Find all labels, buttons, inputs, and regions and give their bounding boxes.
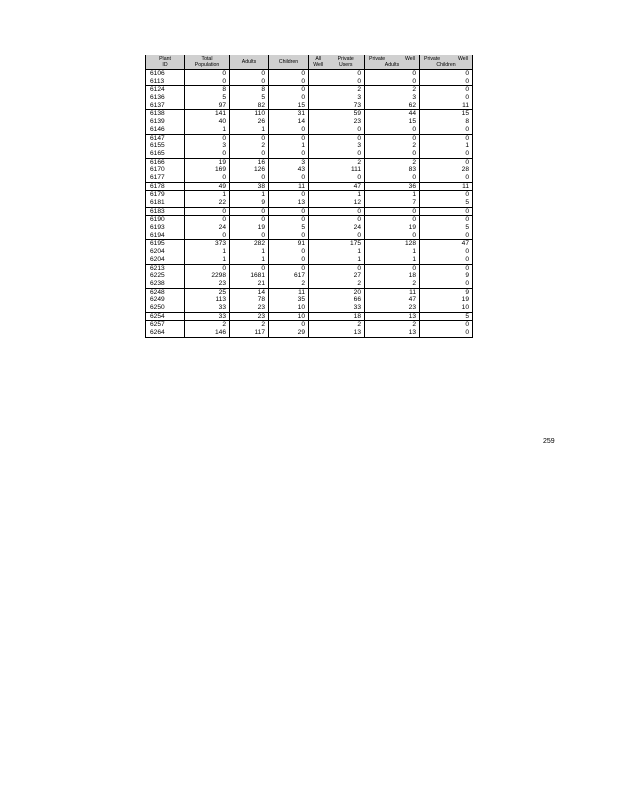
cell-private-well-children: 9 [420, 272, 473, 280]
cell-children: 0 [269, 134, 309, 142]
cell-children: 0 [269, 321, 309, 329]
cell-private-well-children: 0 [420, 232, 473, 240]
cell-plant-id: 6166 [146, 158, 185, 166]
cell-plant-id: 6124 [146, 86, 185, 94]
cell-plant-id: 6213 [146, 264, 185, 272]
cell-private-users: 0 [309, 78, 365, 86]
cell-private-well-children: 0 [420, 158, 473, 166]
cell-private-well-children: 0 [420, 329, 473, 337]
table-row [146, 182, 473, 191]
cell-private-well-adults: 1 [365, 256, 420, 264]
cell-plant-id: 6113 [146, 78, 185, 86]
cell-private-well-children: 0 [420, 256, 473, 264]
row-group [146, 216, 473, 240]
cell-plant-id: 6137 [146, 102, 185, 110]
cell-private-well-children: 11 [420, 102, 473, 110]
page-number: 259 [543, 438, 555, 445]
cell-private-well-adults: 62 [365, 102, 420, 110]
table-row [146, 150, 473, 158]
cell-total-population: 113 [185, 296, 230, 304]
cell-private-well-adults: 0 [365, 264, 420, 272]
population-well-table [145, 55, 473, 338]
cell-private-users: 0 [309, 70, 365, 78]
cell-adults: 0 [230, 232, 269, 240]
cell-private-well-adults: 0 [365, 174, 420, 182]
cell-private-well-children: 0 [420, 150, 473, 158]
cell-adults: 282 [230, 240, 269, 248]
cell-private-well-children: 0 [420, 207, 473, 216]
cell-private-well-adults: 0 [365, 126, 420, 134]
table-row [146, 118, 473, 126]
cell-private-well-adults: 44 [365, 110, 420, 118]
table-row [146, 329, 473, 337]
cell-private-well-children: 0 [420, 86, 473, 94]
cell-total-population: 0 [185, 216, 230, 224]
cell-total-population: 169 [185, 166, 230, 174]
cell-total-population: 0 [185, 70, 230, 78]
cell-children: 617 [269, 272, 309, 280]
cell-total-population: 0 [185, 264, 230, 272]
table-row [146, 256, 473, 264]
cell-private-well-adults: 1 [365, 248, 420, 256]
cell-private-well-adults: 19 [365, 224, 420, 232]
cell-plant-id: 6139 [146, 118, 185, 126]
cell-private-users: 175 [309, 240, 365, 248]
cell-total-population: 0 [185, 78, 230, 86]
cell-total-population: 8 [185, 86, 230, 94]
cell-plant-id: 6155 [146, 142, 185, 150]
cell-private-well-adults: 83 [365, 166, 420, 174]
cell-children: 0 [269, 232, 309, 240]
cell-children: 0 [269, 94, 309, 102]
cell-total-population: 3 [185, 142, 230, 150]
cell-private-users: 59 [309, 110, 365, 118]
cell-total-population: 49 [185, 182, 230, 191]
cell-total-population: 5 [185, 94, 230, 102]
cell-total-population: 146 [185, 329, 230, 337]
cell-adults: 0 [230, 70, 269, 78]
table-row [146, 232, 473, 240]
table-row [146, 78, 473, 86]
cell-children: 29 [269, 329, 309, 337]
cell-total-population: 33 [185, 304, 230, 312]
cell-private-well-adults: 3 [365, 94, 420, 102]
cell-adults: 117 [230, 329, 269, 337]
cell-children: 0 [269, 216, 309, 224]
cell-total-population: 0 [185, 207, 230, 216]
cell-private-well-children: 0 [420, 94, 473, 102]
row-group [146, 134, 473, 158]
cell-private-users: 0 [309, 174, 365, 182]
cell-plant-id: 6181 [146, 199, 185, 207]
table-row [146, 174, 473, 182]
cell-plant-id: 6248 [146, 288, 185, 296]
cell-adults: 110 [230, 110, 269, 118]
cell-private-users: 1 [309, 256, 365, 264]
cell-adults: 0 [230, 78, 269, 86]
cell-children: 11 [269, 288, 309, 296]
cell-plant-id: 6190 [146, 216, 185, 224]
cell-total-population: 1 [185, 191, 230, 199]
table-row [146, 70, 473, 78]
cell-private-users: 2 [309, 280, 365, 288]
cell-private-well-adults: 1 [365, 191, 420, 199]
cell-plant-id: 6138 [146, 110, 185, 118]
cell-private-well-adults: 13 [365, 312, 420, 321]
table-row [146, 94, 473, 102]
cell-adults: 0 [230, 134, 269, 142]
cell-private-users: 111 [309, 166, 365, 174]
cell-adults: 1 [230, 248, 269, 256]
cell-adults: 1 [230, 256, 269, 264]
cell-private-well-adults: 11 [365, 288, 420, 296]
cell-plant-id: 6204 [146, 248, 185, 256]
cell-private-well-adults: 0 [365, 216, 420, 224]
cell-plant-id: 6204 [146, 256, 185, 264]
header-total-population: Total Population [185, 55, 230, 70]
cell-children: 0 [269, 207, 309, 216]
cell-children: 3 [269, 158, 309, 166]
cell-private-users: 73 [309, 102, 365, 110]
cell-private-users: 27 [309, 272, 365, 280]
cell-children: 0 [269, 264, 309, 272]
cell-private-well-children: 19 [420, 296, 473, 304]
table-row [146, 158, 473, 166]
row-group [146, 182, 473, 191]
cell-private-well-children: 0 [420, 280, 473, 288]
cell-children: 0 [269, 174, 309, 182]
table-row [146, 304, 473, 312]
table-row [146, 126, 473, 134]
cell-private-users: 47 [309, 182, 365, 191]
cell-adults: 8 [230, 86, 269, 94]
cell-children: 0 [269, 248, 309, 256]
table-row [146, 264, 473, 272]
cell-private-users: 23 [309, 118, 365, 126]
cell-private-well-adults: 7 [365, 199, 420, 207]
cell-plant-id: 6177 [146, 174, 185, 182]
cell-plant-id: 6254 [146, 312, 185, 321]
cell-private-well-adults: 15 [365, 118, 420, 126]
cell-total-population: 2298 [185, 272, 230, 280]
header-children: Children [269, 55, 309, 70]
cell-private-well-children: 5 [420, 224, 473, 232]
cell-private-users: 2 [309, 86, 365, 94]
cell-private-well-adults: 2 [365, 86, 420, 94]
header-private-well-children: Private Well Children [420, 55, 473, 70]
cell-private-users: 33 [309, 304, 365, 312]
cell-total-population: 33 [185, 312, 230, 321]
cell-children: 13 [269, 199, 309, 207]
cell-private-well-children: 0 [420, 321, 473, 329]
cell-children: 91 [269, 240, 309, 248]
cell-plant-id: 6194 [146, 232, 185, 240]
cell-private-users: 0 [309, 207, 365, 216]
cell-private-well-children: 0 [420, 126, 473, 134]
cell-children: 5 [269, 224, 309, 232]
cell-plant-id: 6250 [146, 304, 185, 312]
cell-plant-id: 6136 [146, 94, 185, 102]
table-row [146, 280, 473, 288]
cell-private-well-adults: 2 [365, 158, 420, 166]
cell-children: 14 [269, 118, 309, 126]
cell-children: 0 [269, 256, 309, 264]
cell-children: 0 [269, 70, 309, 78]
cell-private-well-adults: 0 [365, 78, 420, 86]
row-group [146, 288, 473, 312]
cell-private-well-adults: 13 [365, 329, 420, 337]
cell-adults: 1681 [230, 272, 269, 280]
cell-total-population: 0 [185, 134, 230, 142]
table-row [146, 224, 473, 232]
cell-private-well-children: 0 [420, 191, 473, 199]
cell-adults: 0 [230, 207, 269, 216]
table-row [146, 142, 473, 150]
cell-plant-id: 6106 [146, 70, 185, 78]
cell-private-users: 0 [309, 126, 365, 134]
cell-total-population: 19 [185, 158, 230, 166]
table-row [146, 207, 473, 216]
table-row [146, 134, 473, 142]
cell-private-users: 0 [309, 264, 365, 272]
cell-plant-id: 6165 [146, 150, 185, 158]
row-group [146, 240, 473, 264]
cell-total-population: 22 [185, 199, 230, 207]
cell-plant-id: 6179 [146, 191, 185, 199]
cell-adults: 38 [230, 182, 269, 191]
cell-adults: 0 [230, 264, 269, 272]
cell-private-well-adults: 23 [365, 304, 420, 312]
row-group [146, 86, 473, 110]
cell-total-population: 0 [185, 232, 230, 240]
cell-adults: 2 [230, 321, 269, 329]
cell-children: 35 [269, 296, 309, 304]
row-group [146, 70, 473, 86]
cell-private-users: 1 [309, 191, 365, 199]
cell-children: 1 [269, 142, 309, 150]
cell-plant-id: 6146 [146, 126, 185, 134]
cell-private-well-adults: 0 [365, 232, 420, 240]
cell-adults: 23 [230, 304, 269, 312]
cell-private-well-adults: 2 [365, 321, 420, 329]
cell-plant-id: 6178 [146, 182, 185, 191]
table-row [146, 272, 473, 280]
cell-private-well-adults: 0 [365, 150, 420, 158]
cell-private-well-adults: 47 [365, 296, 420, 304]
cell-private-users: 1 [309, 248, 365, 256]
cell-adults: 1 [230, 191, 269, 199]
row-group [146, 158, 473, 182]
cell-private-users: 0 [309, 232, 365, 240]
cell-plant-id: 6238 [146, 280, 185, 288]
cell-children: 0 [269, 78, 309, 86]
cell-private-users: 0 [309, 216, 365, 224]
cell-private-users: 18 [309, 312, 365, 321]
cell-adults: 9 [230, 199, 269, 207]
cell-children: 0 [269, 126, 309, 134]
cell-private-well-children: 0 [420, 70, 473, 78]
cell-children: 10 [269, 312, 309, 321]
cell-private-well-adults: 36 [365, 182, 420, 191]
cell-private-well-adults: 2 [365, 280, 420, 288]
cell-private-well-adults: 18 [365, 272, 420, 280]
cell-adults: 82 [230, 102, 269, 110]
cell-private-well-children: 9 [420, 288, 473, 296]
cell-total-population: 40 [185, 118, 230, 126]
table-row [146, 312, 473, 321]
table-header [146, 55, 473, 70]
cell-private-users: 66 [309, 296, 365, 304]
cell-private-well-children: 0 [420, 78, 473, 86]
header-all-well: All Well [309, 55, 328, 70]
cell-private-users: 12 [309, 199, 365, 207]
cell-private-well-adults: 0 [365, 70, 420, 78]
cell-private-well-children: 15 [420, 110, 473, 118]
cell-plant-id: 6195 [146, 240, 185, 248]
cell-total-population: 141 [185, 110, 230, 118]
cell-total-population: 0 [185, 150, 230, 158]
cell-adults: 14 [230, 288, 269, 296]
table-row [146, 216, 473, 224]
cell-total-population: 1 [185, 248, 230, 256]
cell-adults: 16 [230, 158, 269, 166]
table-row [146, 240, 473, 248]
cell-adults: 5 [230, 94, 269, 102]
cell-total-population: 25 [185, 288, 230, 296]
header-plant-id: Plant ID [146, 55, 185, 70]
cell-private-users: 2 [309, 321, 365, 329]
cell-plant-id: 6183 [146, 207, 185, 216]
cell-adults: 0 [230, 174, 269, 182]
cell-private-well-children: 0 [420, 248, 473, 256]
cell-private-users: 0 [309, 134, 365, 142]
cell-private-well-children: 28 [420, 166, 473, 174]
cell-adults: 78 [230, 296, 269, 304]
cell-private-well-adults: 0 [365, 207, 420, 216]
header-private-well-adults: Private Well Adults [365, 55, 420, 70]
cell-adults: 126 [230, 166, 269, 174]
cell-children: 15 [269, 102, 309, 110]
cell-adults: 0 [230, 150, 269, 158]
table-row [146, 248, 473, 256]
table-row [146, 321, 473, 329]
cell-adults: 2 [230, 142, 269, 150]
cell-private-users: 0 [309, 150, 365, 158]
cell-total-population: 1 [185, 256, 230, 264]
cell-children: 43 [269, 166, 309, 174]
cell-private-users: 20 [309, 288, 365, 296]
cell-children: 11 [269, 182, 309, 191]
cell-children: 2 [269, 280, 309, 288]
cell-total-population: 373 [185, 240, 230, 248]
cell-total-population: 23 [185, 280, 230, 288]
table-row [146, 288, 473, 296]
cell-private-well-children: 1 [420, 142, 473, 150]
cell-plant-id: 6170 [146, 166, 185, 174]
row-group [146, 191, 473, 207]
cell-private-well-children: 0 [420, 216, 473, 224]
cell-private-users: 2 [309, 158, 365, 166]
cell-private-users: 24 [309, 224, 365, 232]
cell-total-population: 97 [185, 102, 230, 110]
table-row [146, 102, 473, 110]
cell-adults: 1 [230, 126, 269, 134]
cell-total-population: 2 [185, 321, 230, 329]
cell-private-well-adults: 0 [365, 134, 420, 142]
cell-plant-id: 6147 [146, 134, 185, 142]
cell-private-well-children: 0 [420, 134, 473, 142]
row-group [146, 321, 473, 337]
cell-adults: 0 [230, 216, 269, 224]
row-group [146, 264, 473, 288]
cell-plant-id: 6257 [146, 321, 185, 329]
cell-children: 0 [269, 150, 309, 158]
cell-adults: 19 [230, 224, 269, 232]
table-row [146, 199, 473, 207]
table-row [146, 166, 473, 174]
cell-private-users: 3 [309, 142, 365, 150]
row-group [146, 312, 473, 321]
cell-children: 31 [269, 110, 309, 118]
cell-adults: 21 [230, 280, 269, 288]
cell-private-well-children: 8 [420, 118, 473, 126]
table-row [146, 191, 473, 199]
cell-adults: 26 [230, 118, 269, 126]
cell-private-well-children: 11 [420, 182, 473, 191]
cell-total-population: 1 [185, 126, 230, 134]
cell-children: 0 [269, 191, 309, 199]
cell-children: 10 [269, 304, 309, 312]
cell-private-users: 13 [309, 329, 365, 337]
cell-plant-id: 6264 [146, 329, 185, 337]
cell-plant-id: 6225 [146, 272, 185, 280]
cell-private-well-children: 47 [420, 240, 473, 248]
row-group [146, 110, 473, 134]
cell-private-users: 3 [309, 94, 365, 102]
cell-total-population: 24 [185, 224, 230, 232]
cell-children: 0 [269, 86, 309, 94]
cell-private-well-children: 5 [420, 199, 473, 207]
table-row [146, 110, 473, 118]
header-private-users: Private Users [328, 55, 365, 70]
cell-private-well-adults: 2 [365, 142, 420, 150]
cell-plant-id: 6193 [146, 224, 185, 232]
cell-private-well-children: 0 [420, 174, 473, 182]
table-row [146, 296, 473, 304]
cell-private-well-children: 0 [420, 264, 473, 272]
table-row [146, 86, 473, 94]
cell-private-well-adults: 128 [365, 240, 420, 248]
cell-private-well-children: 5 [420, 312, 473, 321]
header-adults: Adults [230, 55, 269, 70]
cell-total-population: 0 [185, 174, 230, 182]
cell-private-well-children: 10 [420, 304, 473, 312]
cell-plant-id: 6249 [146, 296, 185, 304]
row-group [146, 207, 473, 216]
cell-adults: 23 [230, 312, 269, 321]
